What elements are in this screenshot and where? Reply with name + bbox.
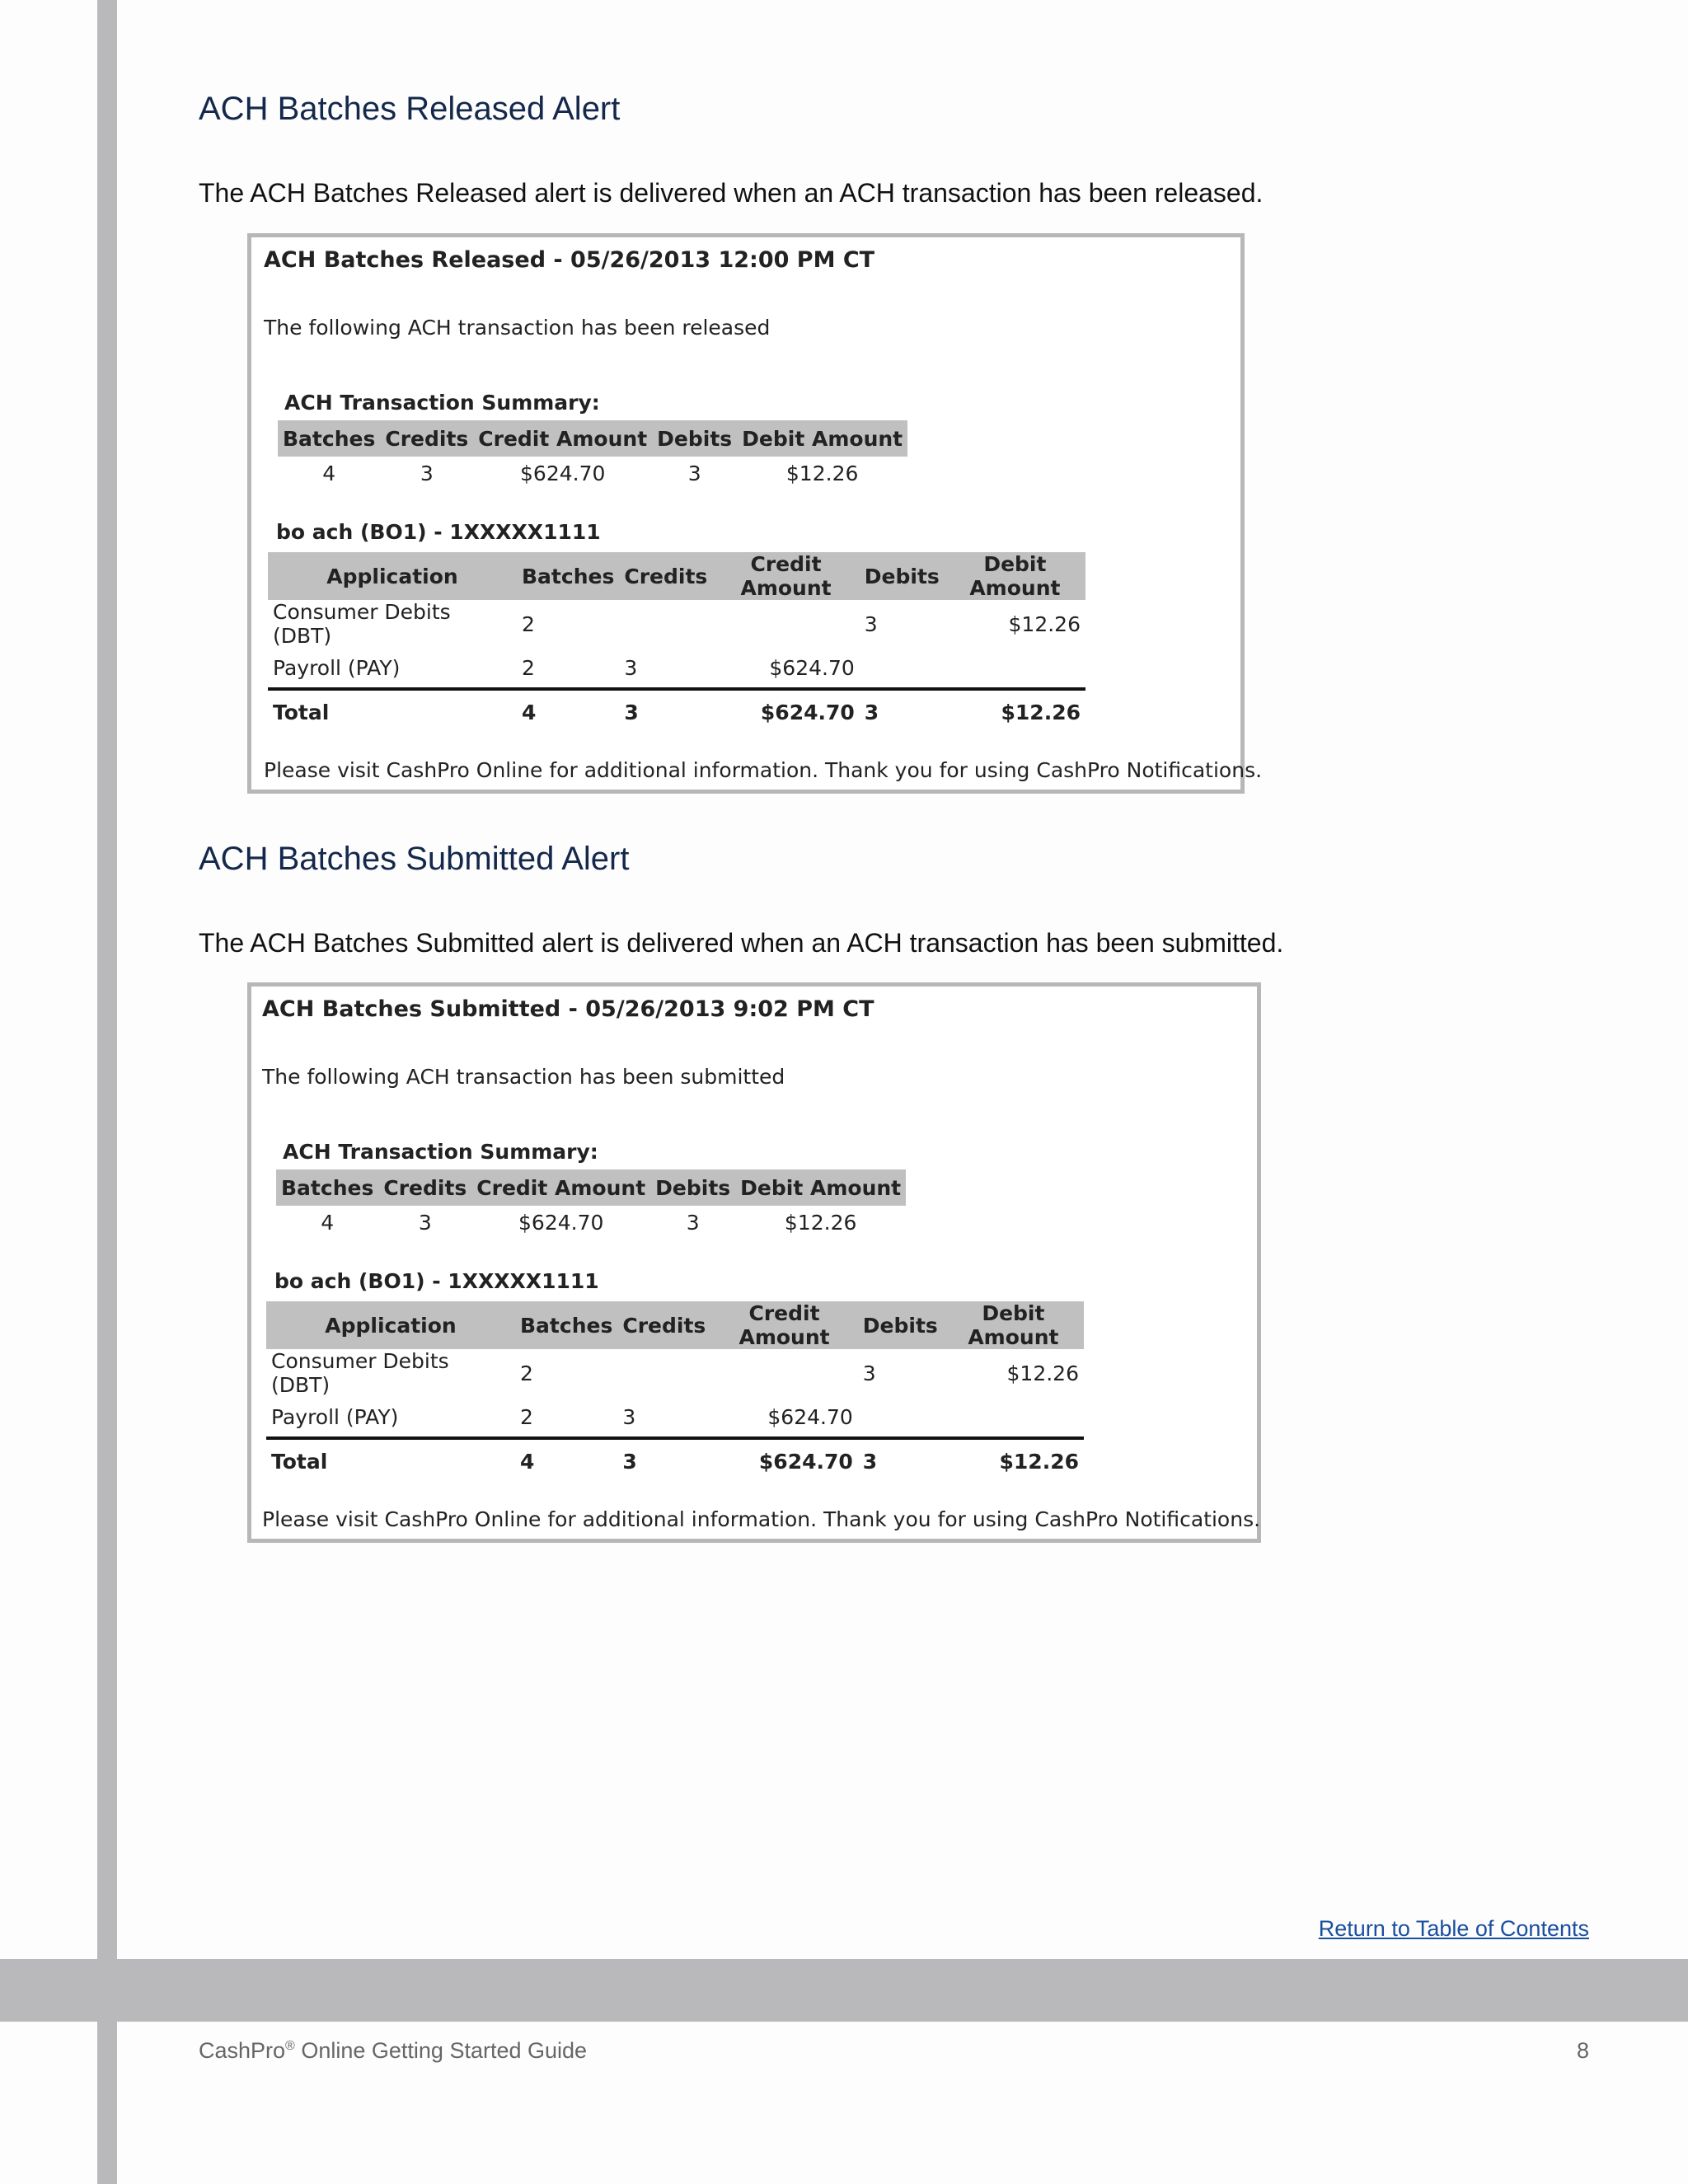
detail-cell: 3 [624,655,638,680]
detail-cell [617,1349,710,1397]
summary-value: $624.70 [518,1210,604,1235]
detail-cell [943,1397,1084,1438]
email-message: The following ACH transaction has been released [264,316,771,340]
detail-row [268,600,1085,648]
detail-row [268,648,1085,689]
detail-header: Batches [517,552,619,600]
summary-header: Debits [652,420,737,457]
section-intro-submitted: The ACH Batches Submitted alert is delivered when an ACH transaction has been submitted. [199,928,1284,958]
footer-guide-rest: Online Getting Started Guide [294,2038,588,2063]
left-margin-bar [97,0,117,2184]
detail-cell [858,1397,943,1438]
detail-cell: $12.26 [1008,612,1081,636]
summary-value: 3 [687,461,701,485]
detail-total-cell: $12.26 [943,1438,1084,1483]
summary-value: 3 [418,1210,432,1235]
summary-label: ACH Transaction Summary: [284,391,600,415]
detail-total-cell: 3 [860,689,945,733]
detail-cell: 2 [520,1404,533,1429]
detail-header-row [268,552,1085,600]
footer-brand: CashPro [199,2038,286,2063]
detail-cell [712,600,860,648]
section-heading-released: ACH Batches Released Alert [199,91,621,127]
detail-cell: 2 [520,1361,533,1385]
section-heading-submitted: ACH Batches Submitted Alert [199,841,630,877]
page-number: 8 [1576,2038,1589,2063]
summary-header: Credits [378,1169,471,1206]
email-title: ACH Batches Released - 05/26/2013 12:00 PM CT [264,247,875,273]
detail-total-cell: 4 [515,1438,617,1483]
summary-header: Debit Amount [735,1169,906,1206]
footer-band [0,1959,1688,2022]
detail-header: Debit Amount [945,552,1085,600]
registered-mark: ® [285,2039,295,2053]
detail-table [266,1301,1084,1483]
detail-cell: Consumer Debits (DBT) [271,1349,449,1397]
detail-cell [619,600,712,648]
summary-value: $12.26 [784,1210,857,1235]
detail-cell: $624.70 [769,655,855,680]
summary-header: Credit Amount [471,1169,650,1206]
summary-label: ACH Transaction Summary: [283,1140,598,1164]
detail-total-cell: 3 [617,1438,710,1483]
detail-header: Credit Amount [710,1301,858,1349]
detail-total-cell: 3 [858,1438,943,1483]
detail-header-row [266,1301,1084,1349]
detail-total-row [268,689,1085,733]
summary-value: 4 [321,1210,335,1235]
detail-header: Batches [515,1301,617,1349]
detail-header: Credits [617,1301,710,1349]
detail-cell: Payroll (PAY) [271,1404,399,1429]
detail-header: Credits [619,552,712,600]
summary-header-row [278,420,907,457]
summary-value-row [278,457,907,490]
detail-cell: 3 [864,612,878,636]
summary-header: Credits [380,420,473,457]
detail-total-cell: Total [268,689,517,733]
summary-header: Debit Amount [737,420,907,457]
summary-value: 4 [322,461,336,485]
summary-header: Credit Amount [473,420,652,457]
detail-cell [945,648,1085,689]
detail-cell: 2 [522,655,535,680]
summary-table [276,1169,906,1239]
detail-header: Credit Amount [712,552,860,600]
detail-total-cell: $624.70 [712,689,860,733]
detail-header: Debits [858,1301,943,1349]
detail-cell: 2 [522,612,535,636]
summary-value-row [276,1206,906,1239]
footer-guide-title [199,2038,587,2064]
detail-header: Application [266,1301,515,1349]
detail-cell [710,1349,858,1397]
detail-cell: $12.26 [1006,1361,1079,1385]
detail-cell: 3 [862,1361,876,1385]
email-footer: Please visit CashPro Online for additional information. Thank you for using CashPro Notifications. [264,758,1263,782]
detail-cell: $624.70 [767,1404,853,1429]
detail-total-row [266,1438,1084,1483]
detail-row [266,1397,1084,1438]
detail-table [268,552,1085,733]
summary-header-row [276,1169,906,1206]
detail-total-cell: 4 [517,689,619,733]
email-message: The following ACH transaction has been submitted [262,1065,785,1089]
account-label: bo ach (BO1) - 1XXXXX1111 [274,1269,599,1293]
detail-cell [860,648,945,689]
summary-table [278,420,907,490]
summary-value: $624.70 [520,461,606,485]
summary-value: 3 [420,461,434,485]
email-footer: Please visit CashPro Online for additional information. Thank you for using CashPro Notifications. [262,1507,1261,1531]
email-preview-submitted [247,982,1261,1543]
account-label: bo ach (BO1) - 1XXXXX1111 [276,520,601,544]
detail-total-cell: $624.70 [710,1438,858,1483]
summary-value: 3 [686,1210,700,1235]
summary-header: Debits [650,1169,735,1206]
detail-header: Debit Amount [943,1301,1084,1349]
summary-header: Batches [276,1169,378,1206]
detail-total-cell: $12.26 [945,689,1085,733]
return-to-toc-link[interactable]: Return to Table of Contents [1318,1916,1589,1941]
summary-header: Batches [278,420,380,457]
detail-header: Debits [860,552,945,600]
summary-value: $12.26 [785,461,859,485]
detail-row [266,1349,1084,1397]
detail-cell: 3 [622,1404,636,1429]
detail-total-cell: 3 [619,689,712,733]
email-preview-released [247,233,1263,794]
section-intro-released: The ACH Batches Released alert is delivered when an ACH transaction has been released. [199,178,1264,208]
detail-cell: Payroll (PAY) [273,655,401,680]
detail-header: Application [268,552,517,600]
email-title: ACH Batches Submitted - 05/26/2013 9:02 PM CT [262,996,874,1022]
detail-cell: Consumer Debits (DBT) [273,600,451,648]
detail-total-cell: Total [266,1438,515,1483]
